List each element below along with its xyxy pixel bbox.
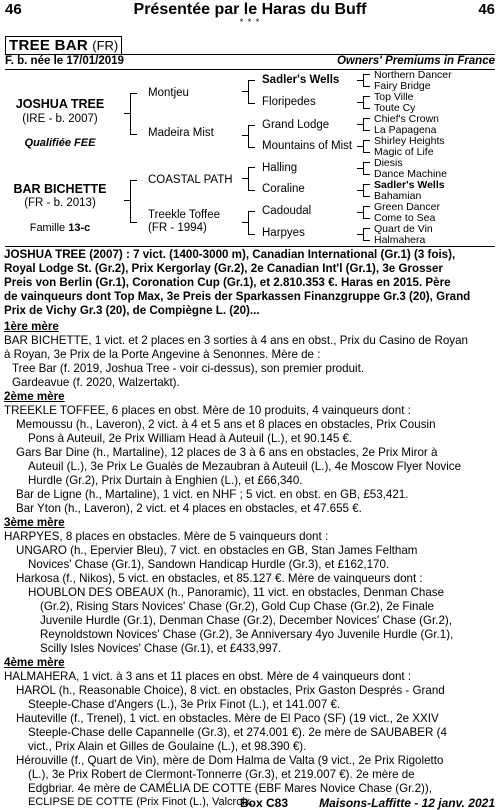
gen4-sadlers-wells: Sadler's Wells [374,179,445,191]
gen4-shirley-heights: Shirley Heights [374,135,445,147]
lot-number-right: 46 [478,1,495,18]
section-1-title: 1ère mère [4,320,59,333]
s2-line: Bar Yton (h., Laveron), 2 vict. et 4 places en obstacles, et 47.655 €. [16,502,362,515]
dam-detail: (FR - b. 2013) [24,197,96,209]
s4-line: Steeple-Chase delle Capannelle (Gr.3), et 274.001 €). 2e mère de SAUBABER (4 [28,726,447,739]
s4-line: Steeple-Chase d'Angers (L.), 3e Prix Finot (L.), et 141.007 €. [28,698,341,711]
section-3-title: 3ème mère [4,516,65,529]
gen4-chiefs-crown: Chief's Crown [374,113,440,125]
gen3-sadlers-wells: Sadler's Wells [262,74,340,86]
bracket-dam [130,180,137,223]
s2-line: Auteuil (L.), 3e Prix Le Gualès de Mezaubran à Auteuil (L.), 4e Moscow Flyer Novice [28,460,462,473]
s3-line: (Gr.2), Rising Stars Novices' Chase (Gr.2), Gold Cup Chase (Gr.2), 2e Finale [40,600,434,613]
gen4-la-papagena: La Papagena [374,124,437,136]
s4-line: (L.), 3e Prix Robert de Clermont-Tonnerre (Gr.3), et 219.007 €). 2e mère de [28,768,415,781]
s2-line: Gars Bar Dine (h., Martaline), 12 places de 3 à 6 ans en obstacles, 2e Prix Miror à [16,446,438,459]
s4-line: Hauteville (f., Trenel), 1 vict. en obstacles. Mère de El Paco (SF) (19 vict., 2e XXIV [16,712,439,725]
horse-name: TREE BAR [9,37,89,54]
horse-name-box [5,36,122,55]
gen2-madeira-mist: Madeira Mist [148,127,214,139]
owners-premiums: Owners' Premiums in France [336,55,495,67]
s3-line: HOUBLON DES OBEAUX (h., Panoramic), 11 vict. en obstacles, Denman Chase [28,586,445,599]
gen4-quart-de-vin: Quart de Vin [374,223,433,235]
s4-line: Edgbriar. 4e mère de CAMÉLIA DE COTTE (EBF Mares Novice Chase (Gr.2)), [28,782,432,795]
s4-line: HAROL (h., Reasonable Choice), 8 vict. en obstacles, Prix Gaston Després - Grand [16,684,445,697]
s3-line: Reynoldstown Novices' Chase (Gr.2), 3e Anniversary 4yo Juvenile Hurdle (Gr.1), [40,628,454,641]
gen4-come-to-sea: Come to Sea [374,212,436,224]
s3-line: Scilly Isles Novices' Chase (Gr.1), et £433,997. [40,642,282,655]
gen4-northern-dancer: Northern Dancer [374,69,452,81]
s4-line: vict., Prix Alain et Gilles de Goulaine (L.), et 98.390 €). [28,740,307,753]
gen4-fairy-bridge: Fairy Bridge [374,80,431,92]
s2-line: TREEKLE TOFFEE, 6 places en obst. Mère de 10 produits, 4 vainqueurs dont : [4,404,411,417]
bracket-sire [130,93,137,135]
page-title: Présentée par le Haras du Buff [133,1,367,18]
s2-line: Pons à Auteuil, 2e Prix William Head à Auteuil (L.), et 90.145 €. [28,432,353,445]
s3-line: UNGARO (h., Epervier Bleu), 7 vict. en obstacles en GB, Stan James Feltham [16,544,418,557]
gen2-coastal-path: COASTAL PATH [148,174,233,186]
s2-line: Bar de Ligne (h., Martaline), 1 vict. en NHF ; 5 vict. en obst. en GB, £53,421. [16,488,409,501]
gen3-harpyes: Harpyes [262,227,305,239]
gen3-cadoudal: Cadoudal [262,205,312,217]
s2-line: Hurdle (Gr.2), Prix Durtain à Enghien (L.), et £66,340. [28,474,303,487]
sire-note: Qualifiée FEE [24,137,96,149]
dam-name: BAR BICHETTE [13,182,107,196]
s3-line: Juvenile Hurdle (Gr.1), Denman Chase (Gr.2), December Novices' Chase (Gr.2), [40,614,453,627]
s3-line: Harkosa (f., Nikos), 5 vict. en obstacles, et 85.127 €. Mère de vainqueurs dont : [16,572,423,585]
s2-line: Memoussu (h., Laveron), 2 vict. à 4 et 5 ans et 8 places en obstacles, Prix Cousin [16,418,436,431]
s1-line: à Royan, 3e Prix de la Porte Angevine à Senonnes. Mère de : [4,348,321,361]
section-4-title: 4ème mère [4,656,65,669]
gen4-magic-of-life: Magic of Life [374,146,434,158]
s4-line: HALMAHERA, 1 vict. à 3 ans et 11 places en obst. Mère de 4 vainqueurs dont : [4,670,412,683]
sire-detail: (IRE - b. 2007) [22,113,98,125]
s1-line: Tree Bar (f. 2019, Joshua Tree - voir ci-dessus), son premier produit. [12,362,365,375]
sire-name: JOSHUA TREE [15,97,105,111]
gen2-treekle-toffee-sub: (FR - 1994) [148,222,207,234]
footer-place-date: Maisons-Laffitte - 12 janv. 2021 [319,796,495,810]
dam-family: Famille 13-c [29,222,91,234]
gen3-halling: Halling [262,162,298,174]
gen4-top-ville: Top Ville [374,91,414,103]
s4-line: ECLIPSE DE COTTE (Prix Finot (L.), Valcroix. [28,796,254,808]
s1-line: Gardeavue (f. 2020, Walzertakt). [12,376,180,389]
s4-line: Hérouville (f., Quart de Vin), mère de Dom Halma de Valta (9 vict., 2e Prix Rigoletto [16,754,444,767]
gen4-green-dancer: Green Dancer [374,201,440,213]
lot-number-left: 46 [5,1,22,18]
gen4-toute-cy: Toute Cy [374,102,416,114]
gen3-mountains-of-mist: Mountains of Mist [262,140,353,152]
s3-line: HARPYES, 8 places en obstacles. Mère de 5 vainqueurs dont : [4,530,329,543]
title-stars: * * * [239,17,261,27]
footer-box: Box C83 [240,796,289,810]
s3-line: Novices' Chase (Gr.1), Sandown Handicap Hurdle (Gr.3), et £162,170. [28,558,390,571]
gen3-coraline: Coraline [262,183,305,195]
s1-line: BAR BICHETTE, 1 vict. et 2 places en 3 sorties à 4 ans en obst., Prix du Casino de Royan [4,334,468,347]
gen3-grand-lodge: Grand Lodge [262,119,330,131]
gen2-montjeu: Montjeu [148,87,189,99]
gen4-halmahera: Halmahera [374,234,426,246]
horse-country: (FR) [92,38,119,53]
gen2-treekle-toffee: Treekle Toffee [148,209,221,221]
gen4-diesis: Diesis [374,157,403,169]
gen4-bahamian: Bahamian [374,190,422,202]
gen4-dance-machine: Dance Machine [374,168,447,180]
section-2-title: 2ème mère [4,390,65,403]
gen3-floripedes: Floripedes [262,96,316,108]
horse-birth: F. b. née le 17/01/2019 [5,55,124,67]
divider-pedigree-bottom [5,246,495,247]
